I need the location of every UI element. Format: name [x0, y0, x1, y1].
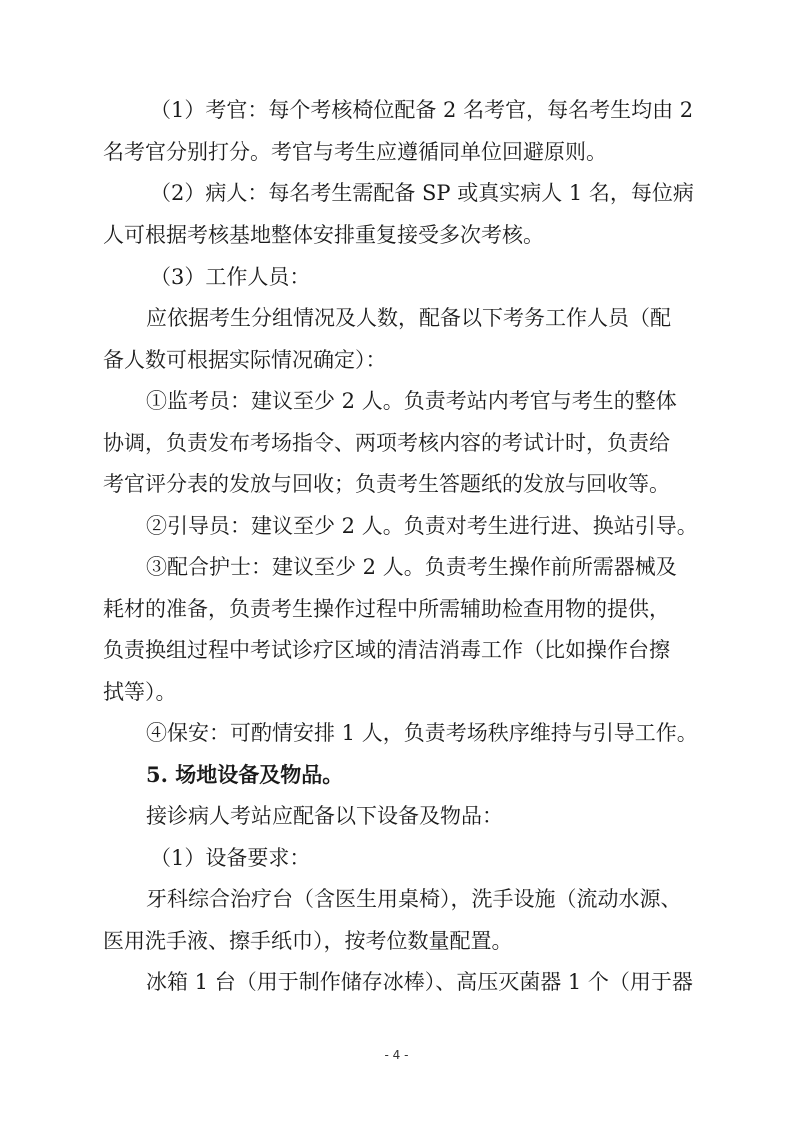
- paragraph-line: 名考官分别打分。考官与考生应遵循同单位回避原则。: [103, 140, 607, 164]
- paragraph-line: 医用洗手液、擦手纸巾），按考位数量配置。: [103, 929, 513, 953]
- paragraph-line: 负责换组过程中考试诊疗区域的清洁消毒工作（比如操作台擦: [103, 638, 670, 662]
- paragraph-line: 应依据考生分组情况及人数，配备以下考务工作人员（配: [146, 306, 671, 330]
- paragraph-line: 接诊病人考站应配备以下设备及物品：: [146, 804, 503, 828]
- paragraph-line: 耗材的准备，负责考生操作过程中所需辅助检查用物的提供，: [103, 597, 670, 621]
- paragraph-line: （2）病人：每名考生需配备 SP 或真实病人 1 名，每位病: [150, 181, 694, 205]
- paragraph-line: 牙科综合治疗台（含医生用桌椅），洗手设施（流动水源、: [146, 887, 682, 911]
- paragraph-line: （1）设备要求：: [150, 846, 311, 870]
- paragraph-line: 考官评分表的发放与回收；负责考生答题纸的发放与回收等。: [103, 472, 670, 496]
- paragraph-line: ③配合护士：建议至少 2 人。负责考生操作前所需器械及: [146, 555, 677, 579]
- paragraph-line: （1）考官：每个考核椅位配备 2 名考官，每名考生均由 2: [150, 98, 694, 122]
- paragraph-line: ②引导员：建议至少 2 人。负责对考生进行进、换站引导。: [146, 514, 698, 538]
- paragraph-line: 备人数可根据实际情况确定）：: [103, 348, 387, 372]
- section-heading: 5. 场地设备及物品。: [146, 762, 344, 787]
- paragraph-line: 人可根据考核基地整体安排重复接受多次考核。: [103, 223, 544, 247]
- paragraph-line: 拭等）。: [103, 680, 177, 704]
- paragraph-line: （3）工作人员：: [150, 265, 311, 289]
- paragraph-line: 冰箱 1 台（用于制作储存冰棒）、高压灭菌器 1 个（用于器: [146, 970, 693, 994]
- page-number: - 4 -: [384, 1048, 409, 1062]
- paragraph-line: ①监考员：建议至少 2 人。负责考站内考官与考生的整体: [146, 389, 677, 413]
- paragraph-line: 协调，负责发布考场指令、两项考核内容的考试计时，负责给: [103, 431, 670, 455]
- paragraph-line: ④保安：可酌情安排 1 人，负责考场秩序维持与引导工作。: [146, 721, 698, 745]
